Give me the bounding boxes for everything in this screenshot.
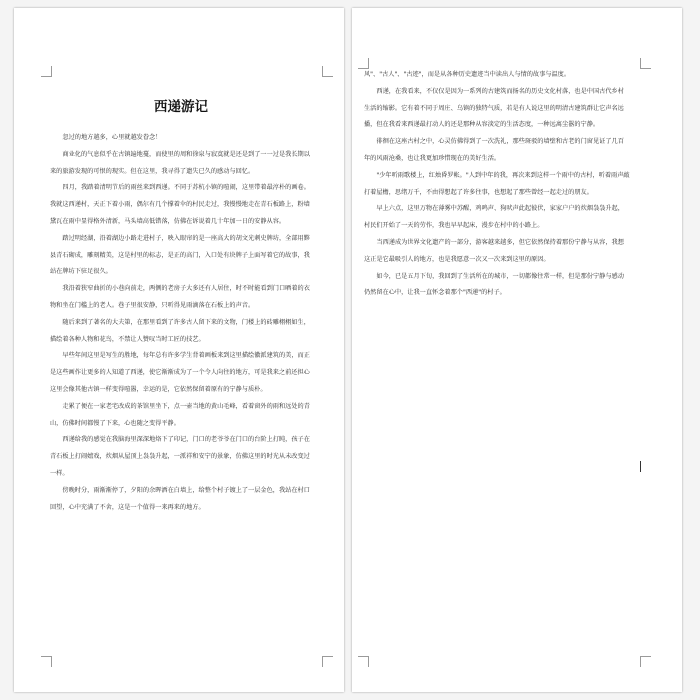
paragraph: 西递，在我看来，不仅仅是因为一系列的古建筑而扬名的历史文化村落，也是中国古代乡村生活的缩影。它有着不同于周庄、乌镇的独特气质，若是有人说这里的明清古建筑群让它声名远播，但在我看来西递最打动人的还是那种从容淡定的生活态度，一种远离尘嚣的宁静。 xyxy=(364,87,624,129)
crop-mark-top-left xyxy=(41,66,52,77)
crop-mark-bottom-left xyxy=(358,656,369,667)
crop-mark-bottom-left xyxy=(41,656,52,667)
document-title: 西递游记 xyxy=(154,99,208,115)
paragraph: 早些年间这里是写生的胜地，每年总有许多学生背着画板来到这里描绘徽派建筑的美，而正是这些画作让更多的人知道了西递，使它渐渐成为了一个令人向往的地方，可是我来之前还担心这里会像其他古镇一样变得喧嚣，幸运的是，它依然保留着原有的宁静与质朴。 xyxy=(50,352,310,393)
paragraph: 随后来到了著名的大夫第，在那里看到了许多古人留下来的文物，门楼上的砖雕栩栩如生，描绘着各种人物和花鸟，不禁让人赞叹当时工匠的技艺。 xyxy=(50,318,310,343)
crop-mark-top-right xyxy=(322,66,333,77)
paragraph: 商业化的气息似乎在古镇遍地蔓，而使里的周和徐泉与寂寞就是还是到了一一过是我长期以来的旅游发现的可恨的现实。但在这里，我寻得了遗失已久的感动与回忆。 xyxy=(50,150,310,175)
paragraph: 风"、"古人"、"古迹"，而是从各种历史遗迹当中读出人与情的故事与温度。 xyxy=(364,71,571,78)
paragraph: 傍晚时分，雨渐渐停了，夕阳的余晖洒在白墙上，给整个村子镀上了一层金色，我站在村口回望，心中充满了不舍，这是一个值得一来再来的地方。 xyxy=(50,486,310,511)
right-page-content[interactable] xyxy=(364,67,630,302)
paragraph: "少年听雨歌楼上，红烛昏罗帐。"人到中年的我，再次来到这样一个雨中的古村，听着雨声敲打着屋檐，思绪万千，不由得想起了许多往事，也想起了那些曾经一起走过的朋友。 xyxy=(364,171,630,196)
right-page xyxy=(352,8,682,692)
crop-mark-bottom-right xyxy=(322,656,333,667)
paragraph: 早上六点，这里万物在薄雾中苏醒，鸡鸣声、狗吠声此起彼伏，家家户户的炊烟袅袅升起，村民们开始了一天的劳作，我也早早起床，漫步在村中的小路上。 xyxy=(364,205,624,230)
paragraph: 我沿着狭窄曲折的小巷向前走，两侧的老房子大多还有人居住，时不时能看到门口晒着的衣物和坐在门槛上的老人。巷子里很安静，只听得见雨滴落在石板上的声音。 xyxy=(50,285,310,309)
paragraph: 四月，我踏着清明节后的雨丝来到西递。不同于苏杭小镇的喧闹，这里带着最淳朴的画卷。我就这西递村，天正下着小雨，偶尔有几个撑着伞的村民走过，我慢慢地走在青石板路上，粉墙黛瓦在雨中显得格外清新，马头墙高低错落，仿佛在诉说着几十年加一日的安静从容。 xyxy=(50,184,310,225)
left-page xyxy=(14,8,344,692)
left-page-content[interactable] xyxy=(50,90,312,516)
paragraph: 踏过明经湖，沿着湖边小路走进村子，映入眼帘的是一座高大的胡文光刺史牌坊，全部用黟县青石砌成，雕刻精美，这是村里的标志，是正的高门，入口处有块牌子上面写着它的故事，我站在牌坊下驻足很久。 xyxy=(50,234,310,276)
paragraph: 徘徊在这座古村之中，心灵仿佛得到了一次洗礼，那些斑驳的墙壁和古老的门窗见证了几百年的风雨沧桑，也让我更加珍惜现在的美好生活。 xyxy=(364,138,624,162)
paragraph: 西递给我的感觉在我脑海里深深地烙下了印记，门口的老爷爷在门口的台阶上打盹，孩子在青石板上打闹嬉戏，炊烟从屋顶上袅袅升起，一派祥和安宁的景象，仿佛这里的时光从未改变过一样。 xyxy=(50,436,310,477)
text-cursor xyxy=(640,461,641,472)
paragraph: 忽过的地方越多，心里就越发眷念！ xyxy=(62,134,162,141)
crop-mark-top-right xyxy=(640,58,651,69)
paragraph: 如今，已是五月下旬，我回到了生活所在的城市，一切都像往常一样，但是那份宁静与感动仍然留在心中，让我一直怀念着那个"西递"的村子。 xyxy=(364,272,624,297)
paragraph: 走累了便在一家老宅改成的茶馆里坐下，点一壶当地的黄山毛峰，看着窗外的雨和远处的青山，仿佛时间都慢了下来，心也随之变得平静。 xyxy=(50,402,310,427)
paragraph: 当西递成为世界文化遗产的一部分，游客越来越多，但它依然保持着那份宁静与从容，我想这正是它最吸引人的地方，也是我愿意一次又一次来到这里的原因。 xyxy=(364,238,624,263)
crop-mark-bottom-right xyxy=(640,656,651,667)
